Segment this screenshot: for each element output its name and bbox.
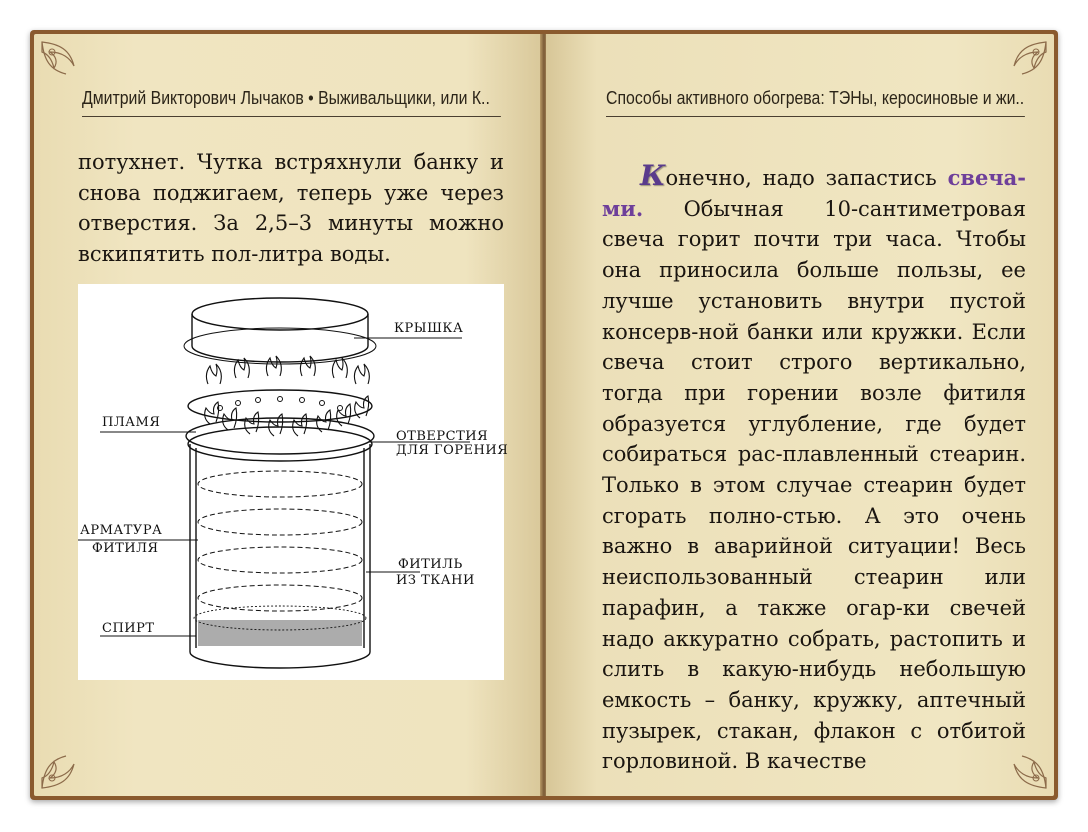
alcohol-burner-diagram — [78, 284, 509, 680]
accent-word: свеча-ми. — [602, 165, 1026, 221]
lid-top — [192, 298, 368, 330]
drop-cap: К — [640, 159, 666, 192]
left-running-head: Дмитрий Викторович Лычаков • Выживальщики, или К.. — [82, 82, 501, 117]
right-page-text — [602, 161, 1026, 777]
label-lid: КРЫШКА — [394, 321, 464, 336]
corner-ornament-icon — [1002, 40, 1048, 86]
label-alcohol: СПИРТ — [102, 621, 155, 636]
label-holes-2: ДЛЯ ГОРЕНИЯ — [396, 443, 509, 458]
right-running-head: Способы активного обогрева: ТЭНы, керосиновые и жи.. — [606, 82, 1025, 117]
label-wick-2: ИЗ ТКАНИ — [396, 573, 475, 588]
label-flame: ПЛАМЯ — [102, 415, 161, 430]
open-book — [30, 30, 1058, 800]
right-page[interactable] — [546, 34, 1054, 796]
corner-ornament-icon — [40, 40, 86, 86]
left-page[interactable] — [34, 34, 542, 796]
label-armature-1: АРМАТУРА — [80, 523, 163, 538]
text-segment: онечно, надо запастись — [665, 166, 948, 190]
label-wick-1: ФИТИЛЬ — [398, 557, 463, 572]
left-page-text: потухнет. Чутка встряхнули банку и снова поджигаем, теперь уже через отверстия. За 2,5–3 минуты можно вскипятить пол-литра воды. — [78, 150, 504, 267]
text-segment: Обычная 10-сантиметровая свеча горит почти три часа. Чтобы она приносила больше пользы, ее лучше установить внутри пустой консерв-ной банки или кружки. Если свеча стоит строго вертикально, тогда при горении возле фитиля образуется углубление, где будет собираться рас-плавленный стеарин. Только в этом случае стеарин будет сгорать полно-стью. А это очень важно в аварийной ситуации! Весь неиспользованный стеарин или парафин, а также огар-ки свечей надо аккуратно собрать, растопить и слить в какую-нибудь небольшую емкость – банку, кружку, аптечный пузырек, стакан, флакон с отбитой горловиной. В качестве — [602, 196, 1026, 774]
label-holes-1: ОТВЕРСТИЯ — [396, 429, 489, 444]
label-armature-2: ФИТИЛЯ — [92, 541, 159, 556]
corner-ornament-icon — [40, 744, 86, 790]
